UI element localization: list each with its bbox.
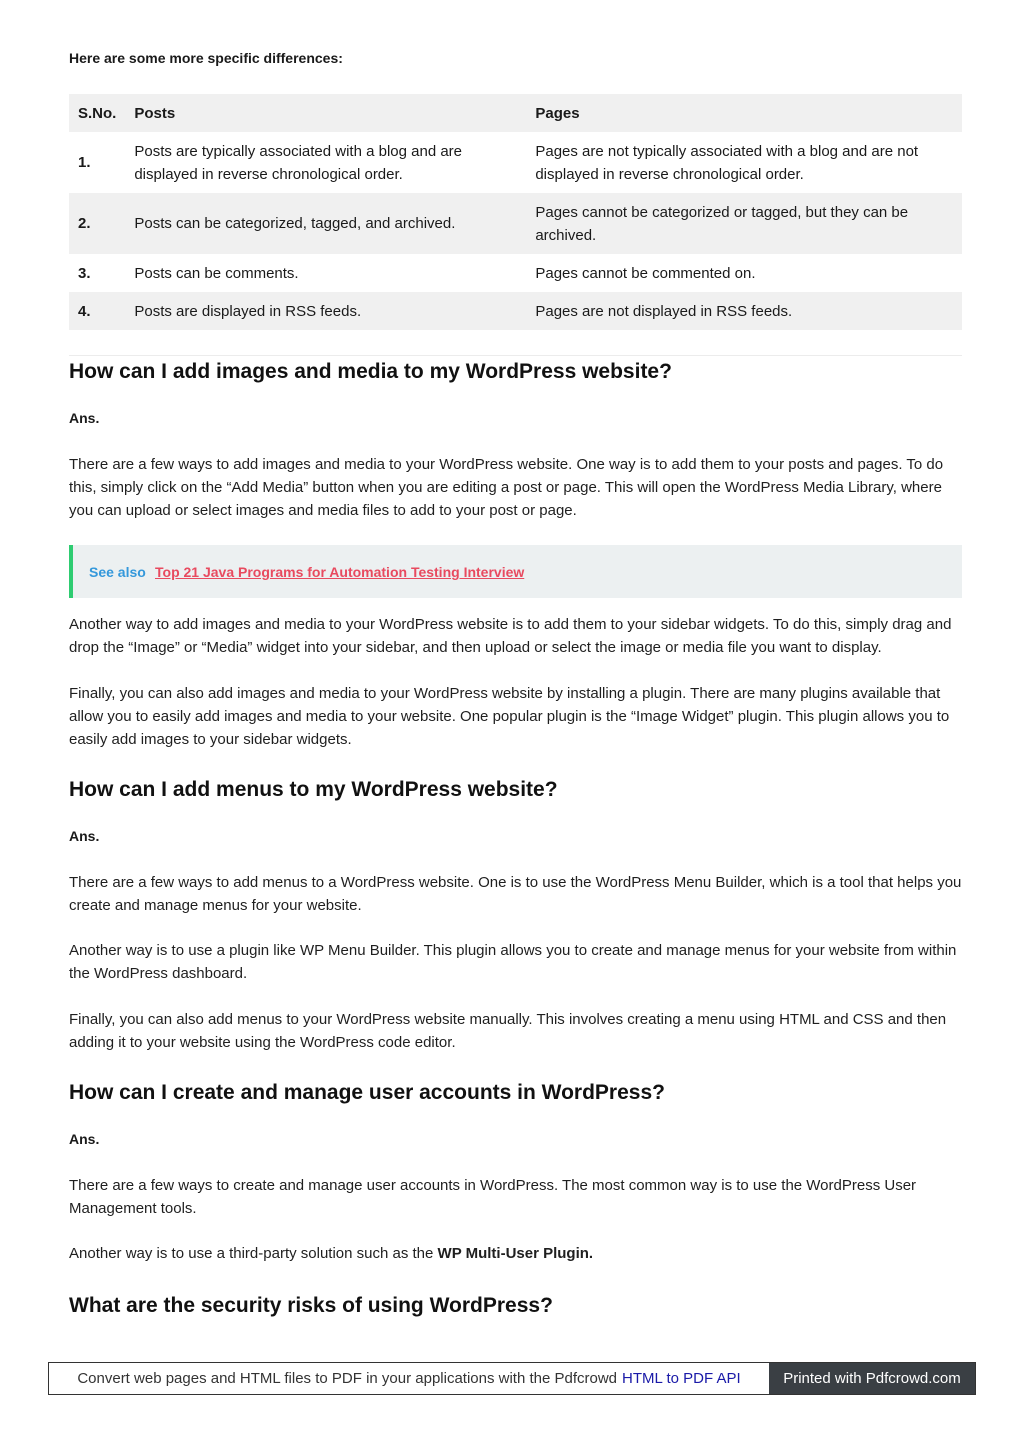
cell-pages: Pages cannot be commented on. — [535, 264, 756, 282]
pdfcrowd-footer — [48, 1362, 976, 1395]
header-sno: S.No. — [78, 104, 117, 122]
section-heading: How can I add images and media to my WordPress website? — [69, 360, 672, 383]
section-heading: How can I add menus to my WordPress website? — [69, 778, 558, 801]
cell-pages: Pages cannot be categorized or tagged, but they can be archived. — [535, 203, 909, 244]
paragraph: Another way to add images and media to your WordPress website is to add them to your sidebar widgets. To do this, simply drag and drop the “Image” or “Media” widget into your sidebar, and then upload or select the image or media file you want to display. — [69, 616, 952, 656]
paragraph — [69, 1242, 962, 1265]
table-row — [69, 193, 962, 254]
cell-posts: Posts are displayed in RSS feeds. — [134, 302, 362, 320]
see-also-box — [69, 545, 962, 598]
section-heading: How can I create and manage user accounts in WordPress? — [69, 1081, 665, 1104]
cell-posts: Posts can be comments. — [134, 264, 299, 282]
cell-sno: 3. — [78, 264, 91, 282]
intro-text: Here are some more specific differences: — [69, 50, 343, 66]
see-also-label: See also — [89, 564, 146, 580]
paragraph: Finally, you can also add images and media to your WordPress website by installing a plugin. There are many plugins available that allow you to easily add images and media to your website. One popular plugin is the “Image Widget” plugin. This plugin allows you to easily add images to your sidebar widgets. — [69, 685, 950, 748]
table-row — [69, 132, 962, 193]
cell-sno: 1. — [78, 154, 91, 171]
paragraph: Another way is to use a plugin like WP Menu Builder. This plugin allows you to create and manage menus for your website from within the WordPress dashboard. — [69, 942, 957, 982]
cell-pages: Pages are not displayed in RSS feeds. — [535, 302, 793, 320]
footer-text: Convert web pages and HTML files to PDF in your applications with the Pdfcrowd — [77, 1370, 618, 1387]
ans-label: Ans. — [69, 410, 100, 426]
cell-pages: Pages are not typically associated with a blog and are not displayed in reverse chronological order. — [535, 142, 919, 183]
table-header-row — [69, 94, 962, 132]
cell-sno: 2. — [78, 215, 91, 232]
paragraph-text: Another way is to use a third-party solution such as the — [69, 1245, 438, 1262]
cell-posts: Posts can be categorized, tagged, and archived. — [134, 215, 456, 232]
cell-sno: 4. — [78, 302, 91, 320]
section-divider — [69, 355, 962, 356]
section-heading: What are the security risks of using WordPress? — [69, 1294, 553, 1317]
cell-posts: Posts are typically associated with a blog and are displayed in reverse chronological order. — [134, 142, 463, 183]
header-pages: Pages — [535, 104, 580, 122]
paragraph: There are a few ways to add menus to a WordPress website. One is to use the WordPress Menu Builder, which is a tool that helps you create and manage menus for your website. — [69, 874, 962, 914]
paragraph: Finally, you can also add menus to your WordPress website manually. This involves creating a menu using HTML and CSS and then adding it to your website using the WordPress code editor. — [69, 1011, 947, 1051]
footer-api-link[interactable]: HTML to PDF API — [622, 1370, 741, 1387]
ans-label: Ans. — [69, 828, 100, 844]
table-row — [69, 292, 962, 330]
ans-label: Ans. — [69, 1131, 100, 1147]
table-row — [69, 254, 962, 292]
plugin-name: WP Multi-User Plugin. — [437, 1245, 594, 1262]
paragraph: There are a few ways to add images and media to your WordPress website. One way is to add them to your posts and pages. To do this, simply click on the “Add Media” button when you are editing a post or page. This will open the WordPress Media Library, where you can upload or select images and media files to add to your post or page. — [69, 456, 944, 519]
paragraph: There are a few ways to create and manage user accounts in WordPress. The most common way is to use the WordPress User Management tools. — [69, 1177, 917, 1217]
footer-printed-with[interactable]: Printed with Pdfcrowd.com — [769, 1363, 975, 1394]
header-posts: Posts — [134, 104, 176, 122]
comparison-table — [69, 94, 962, 330]
see-also-link[interactable]: Top 21 Java Programs for Automation Testing Interview — [155, 564, 525, 580]
footer-left — [49, 1363, 769, 1394]
